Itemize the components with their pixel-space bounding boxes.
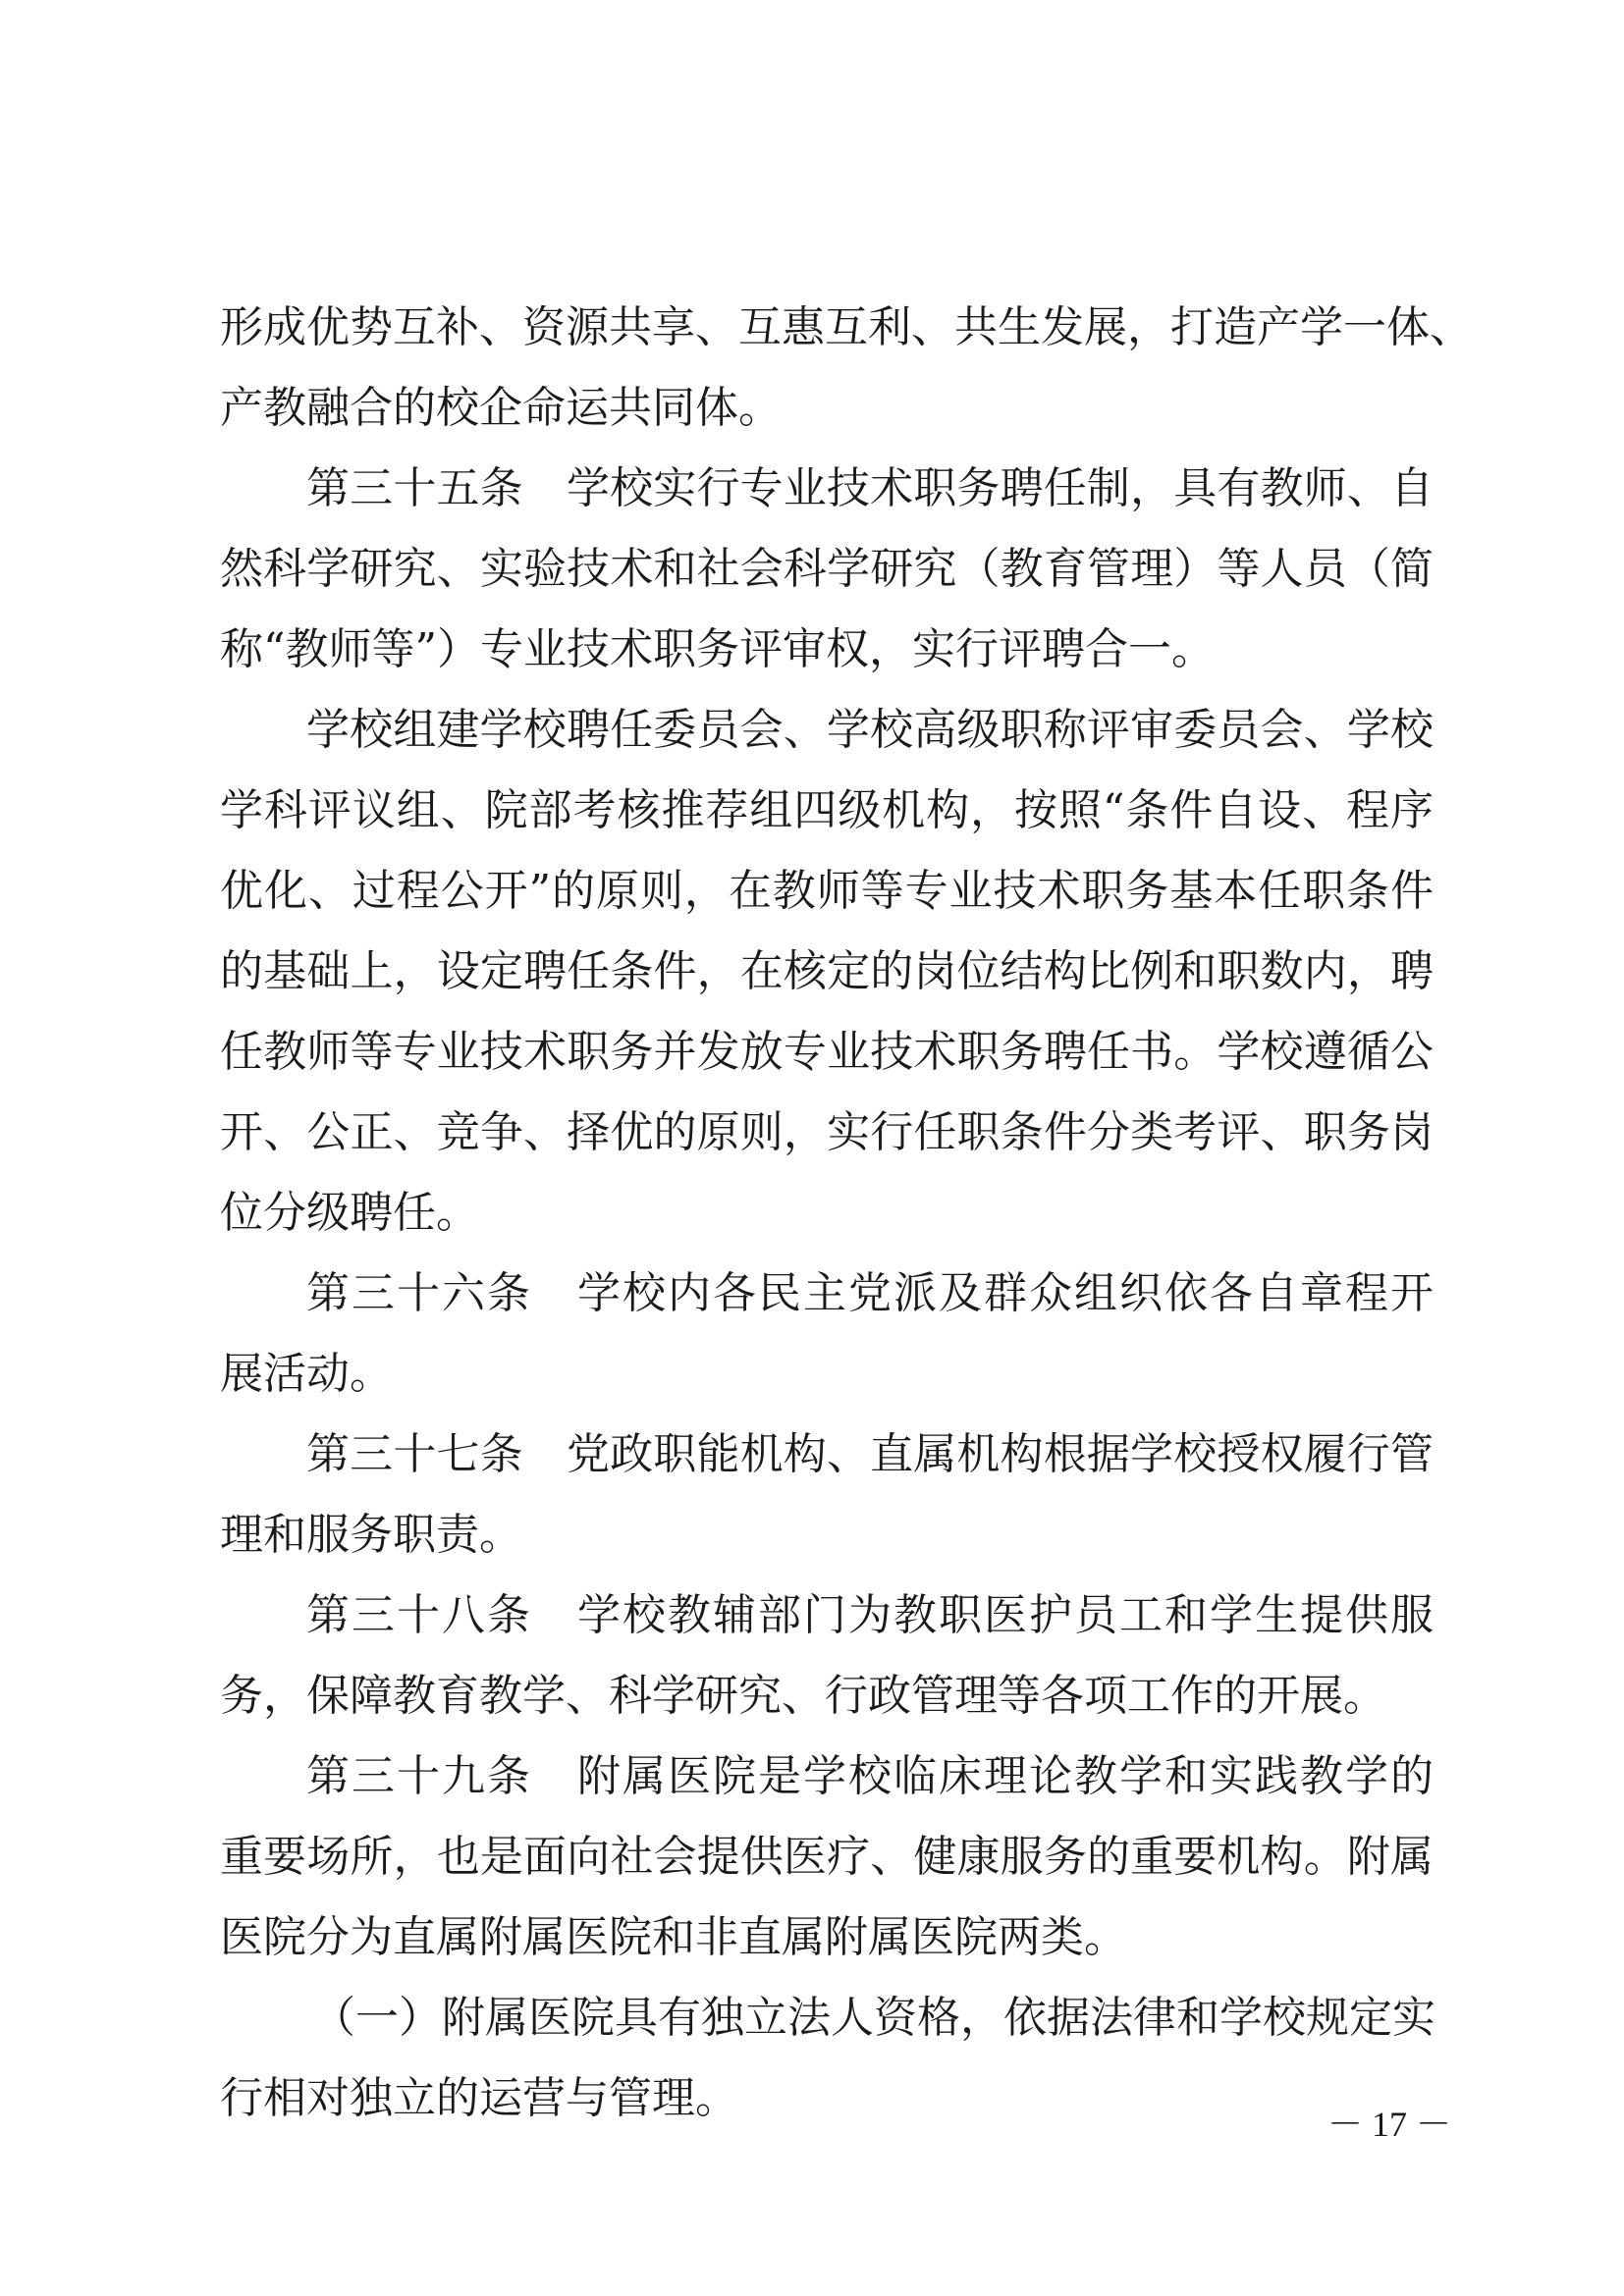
text-line: 展活动。 xyxy=(220,1349,393,1399)
item-1-line: （一）附属医院具有独立法人资格，依据法律和学校规定实 xyxy=(312,1993,1435,2043)
text-line: 优化、过程公开”的原则，在教师等专业技术职务基本任职条件 xyxy=(220,866,1434,916)
text-line: 任教师等专业技术职务并发放专业技术职务聘任书。学校遵循公 xyxy=(220,1027,1434,1077)
text-line: 产教融合的校企命运共同体。 xyxy=(220,383,782,433)
text-line: 学科评议组、院部考核推荐组四级机构，按照“条件自设、程序 xyxy=(220,785,1434,835)
text-line: 的基础上，设定聘任条件，在核定的岗位结构比例和职数内，聘 xyxy=(220,946,1434,996)
text-line: 称“教师等”）专业技术职务评审权，实行评聘合一。 xyxy=(220,624,1215,674)
text-line: 然科学研究、实验技术和社会科学研究（教育管理）等人员（简 xyxy=(220,544,1434,594)
article-39-heading-line: 第三十九条 附属医院是学校临床理论教学和实践教学的 xyxy=(306,1751,1434,1801)
text-line: 重要场所，也是面向社会提供医疗、健康服务的重要机构。附属 xyxy=(220,1832,1434,1882)
article-37-heading-line: 第三十七条 党政职能机构、直属机构根据学校授权履行管 xyxy=(306,1429,1434,1479)
paragraph-first-line: 学校组建学校聘任委员会、学校高级职称评审委员会、学校 xyxy=(306,705,1434,755)
text-line: 理和服务职责。 xyxy=(220,1510,522,1560)
page-number: － 17 － xyxy=(1326,2105,1451,2144)
article-35-heading-line: 第三十五条 学校实行专业技术职务聘任制，具有教师、自 xyxy=(306,463,1434,513)
text-line: 务，保障教育教学、科学研究、行政管理等各项工作的开展。 xyxy=(220,1671,1386,1721)
text-line: 医院分为直属附属医院和非直属附属医院两类。 xyxy=(220,1912,1127,1962)
text-line: 形成优势互补、资源共享、互惠互利、共生发展，打造产学一体、 xyxy=(220,302,1473,352)
text-line: 位分级聘任。 xyxy=(220,1188,479,1238)
text-line: 行相对独立的运营与管理。 xyxy=(220,2073,738,2123)
article-36-heading-line: 第三十六条 学校内各民主党派及群众组织依各自章程开 xyxy=(306,1268,1434,1318)
text-line: 开、公正、竞争、择优的原则，实行任职条件分类考评、职务岗 xyxy=(220,1107,1434,1157)
article-38-heading-line: 第三十八条 学校教辅部门为教职医护员工和学生提供服 xyxy=(306,1590,1434,1640)
